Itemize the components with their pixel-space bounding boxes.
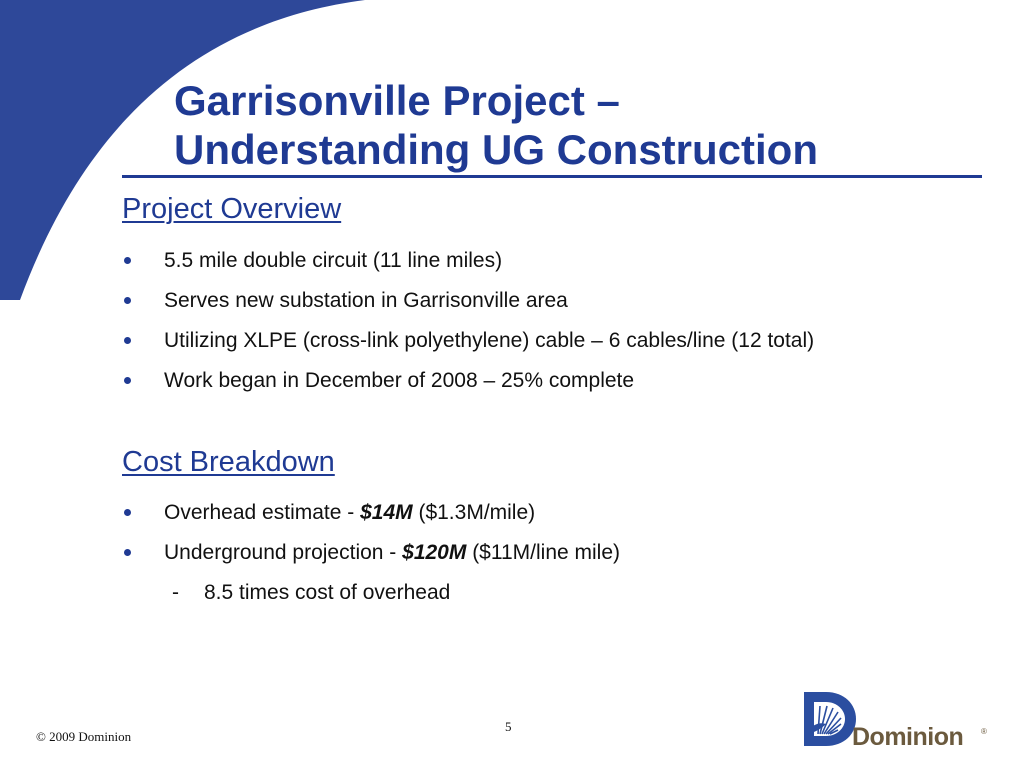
- title-underline-rule: [122, 175, 982, 178]
- list-item: [122, 493, 620, 533]
- sub-bullet-text: 8.5 times cost of overhead: [204, 581, 451, 604]
- bullet-dot-icon: [124, 509, 131, 516]
- copyright-notice: © 2009 Dominion: [36, 729, 132, 744]
- registered-mark: ®: [981, 727, 987, 736]
- bullet-dot-icon: [124, 337, 131, 344]
- page-number: 5: [505, 719, 512, 734]
- bullet-text: Serves new substation in Garrisonville area: [164, 289, 568, 312]
- cost-value: $14M: [360, 501, 413, 524]
- bullet-text-after: ($1.3M/mile): [412, 501, 536, 524]
- bullet-text: Work began in December of 2008 – 25% complete: [164, 369, 635, 392]
- section-heading-cost-breakdown: Cost Breakdown: [122, 446, 335, 478]
- bullet-text-before: Underground projection -: [164, 541, 403, 564]
- bullet-text: 5.5 mile double circuit (11 line miles): [164, 249, 503, 272]
- bullet-dot-icon: [124, 377, 131, 384]
- slide-title-line-1: Garrisonville Project –: [174, 77, 620, 124]
- dominion-d-emblem-icon: [800, 690, 860, 748]
- list-item: [122, 321, 814, 361]
- sub-bullet-marker: -: [172, 581, 179, 604]
- slide-title-line-2: Understanding UG Construction: [174, 126, 818, 173]
- list-item: [122, 533, 620, 573]
- list-item: [122, 241, 814, 281]
- slide-title: [174, 76, 818, 174]
- dominion-logo: [800, 690, 990, 752]
- cost-breakdown-list: [122, 493, 620, 573]
- bullet-text: Utilizing XLPE (cross-link polyethylene) cable – 6 cables/line (12 total): [164, 329, 815, 352]
- bullet-text-before: Overhead estimate -: [164, 501, 361, 524]
- bullet-dot-icon: [124, 297, 131, 304]
- bullet-dot-icon: [124, 549, 131, 556]
- project-overview-list: [122, 241, 814, 401]
- cost-value: $120M: [402, 541, 467, 564]
- dominion-logo-text: Dominion: [852, 723, 964, 751]
- list-item: [122, 281, 814, 321]
- section-heading-project-overview: Project Overview: [122, 193, 342, 225]
- sub-bullet: [172, 573, 450, 613]
- list-item: [122, 361, 814, 401]
- bullet-text-after: ($11M/line mile): [466, 541, 621, 564]
- bullet-dot-icon: [124, 257, 131, 264]
